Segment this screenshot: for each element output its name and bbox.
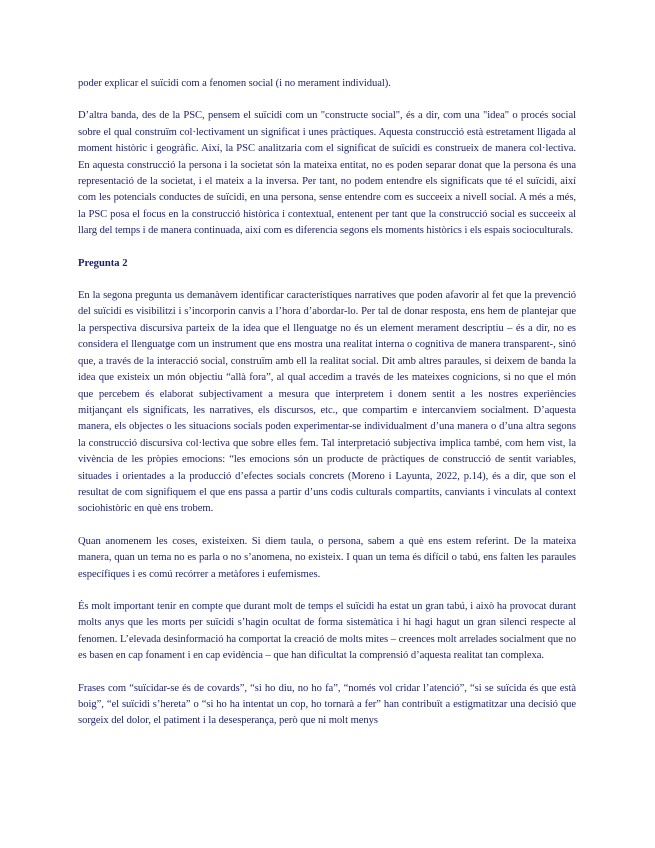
paragraph-naming-things: Quan anomenem les coses, existeixen. Si diem taula, o persona, sabem a què ens estem referint. De la mateixa manera, quan un tema no es parla o no s’anomena, no existeix. I quan un tema és difícil o tabú, ens falten les paraules específiques i es comú recórrer a metàfores i eufemismes. (78, 535, 576, 580)
paragraph-intro-end: poder explicar el suïcidi com a fenomen social (i no merament individual). (78, 78, 391, 89)
paragraph-taboo: És molt important tenir en compte que durant molt de temps el suïcidi ha estat un gran tabú, i això ha provocat durant molts anys que les morts per suïcidi s’hagin ocultat de forma sistemàtica i hi hagi hagut un gran silenci respecte al fenomen. L’elevada desinformació ha comportat la creació de molts mites – creences molt arrelades socialment que no es basen en cap fonament i en cap evidència – que han dificultat la comprensió d’aquesta realitat tan complexa. (78, 600, 576, 662)
section-heading: Pregunta 2 (78, 257, 128, 269)
paragraph-myths-phrases: Frases com “suïcidar-se és de covards”, “si ho diu, no ho fa”, “només vol cridar l’atenció”, “si se suïcida és que està boig”, “el suïcidi s’hereta” o “si ho ha intentat un cop, ho tornarà a fer” han contribuït a estigmatitzar una decisió que sorgeix del dolor, el patiment i la desesperança, però que ni molt menys (78, 682, 576, 727)
paragraph-psc-construct: D’altra banda, des de la PSC, pensem el suïcidi com un "constructe social", és a dir, com una "idea" o procés social sobre el qual construïm col·lectivament un significat i unes pràctiques. Aquesta construcció està estretament lligada al moment històric i geogràfic. Així, la PSC analitzaria com el significat de suïcidi es construeix de manera col·lectiva. En aquesta construcció la persona i la societat són la mateixa entitat, no es poden separar donat que la persona és una representació de la societat, i el mateix a la inversa. Per tant, no podem entendre els significats que té el suïcidi, així com les potencials conductes de suïcidi, en una persona, sense entendre com es succeeix a nivell social. A més a més, la PSC posa el focus en la construcció històrica i contextual, entenent per tant que la construcció social es succeeix al llarg del temps i de manera continuada, així com es diferencia segons els moments històrics i els espais socioculturals. (78, 110, 576, 237)
paragraph-discursive-perspective: En la segona pregunta us demanàvem identificar característiques narratives que poden afavorir al fet que la prevenció del suïcidi es visibilitzi i s’incorporin canvis a l’hora d’abordar-lo. Per tal de donar resposta, ens hem de plantejar que la perspectiva discursiva parteix de la idea que el llenguatge no és un element merament descriptiu – és a dir, no es considera el llenguatge com un instrument que ens mostra una realitat interna o cognitiva de manera transparent-, sinó que, a través de la interacció social, construïm amb ell la realitat social. Dit amb altres paraules, si deixem de banda la idea que existeix un món objectiu “allà fora”, al qual accedim a través de les mateixes cognicions, si no que el món que percebem és elaborat subjectivament a mesura que interpretem i donem sentit a les nostres experiències mitjançant els significats, les narratives, els discursos, etc., que compartim e intercanviem socialment. D’aquesta manera, els objectes o les situacions socials poden experimentar-se individualment d’una manera o d’una altra segons la construcció discursiva col·lectiva que sobre elles fem. Tal interpretació subjectiva implica també, com hem vist, la vivència de les pròpies emocions: “les emocions són un producte de pràctiques de construcció de sentit variables, situades i orientades a la producció d’efectes socials concrets (Moreno i Layunta, 2022, p.14), és a dir, que son el resultat de com signifiquem el que ens passa a partir d’uns codis culturals compartits, canviants i vinculats al context sociohistòric en què ens trobem. (78, 290, 576, 515)
